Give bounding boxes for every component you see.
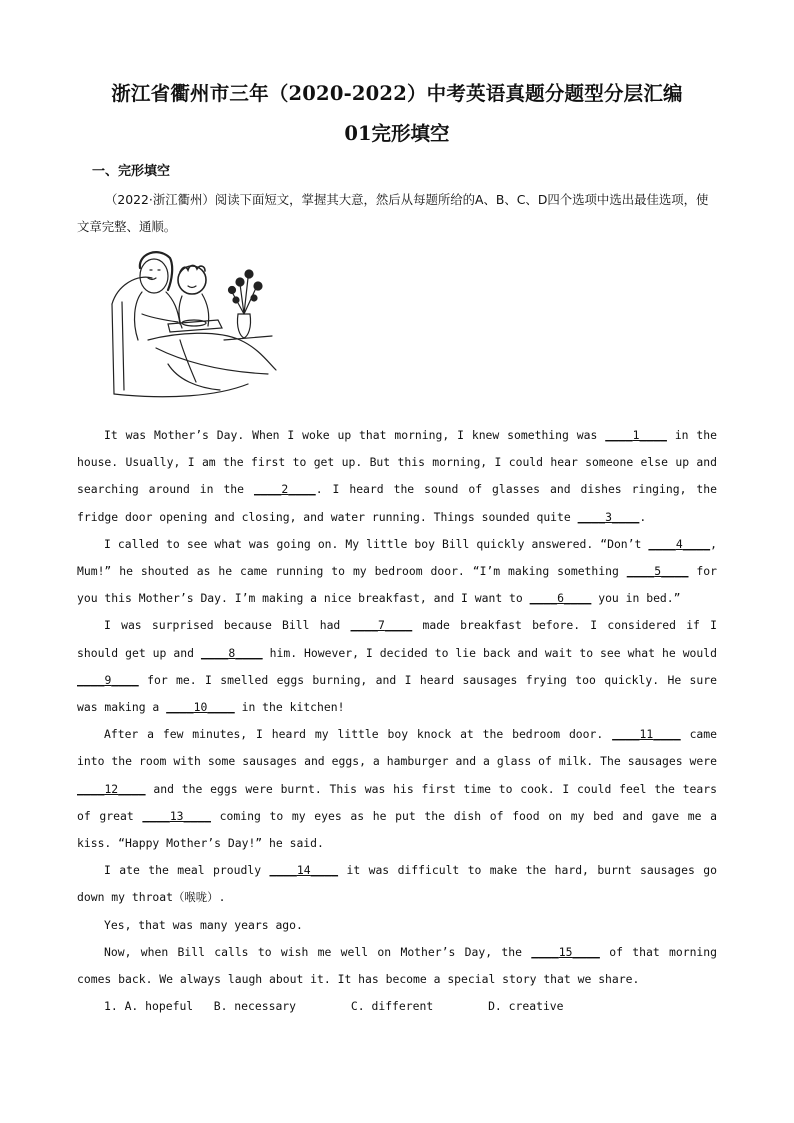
- option-d: D. creative: [488, 999, 564, 1014]
- text: of that morning comes back. We always laugh about it. It has become a special story that we share.: [77, 944, 717, 987]
- text: for me. I smelled eggs burning, and I heard sausages frying too quickly. He sure was making a: [77, 672, 717, 715]
- paragraph: [77, 612, 717, 721]
- text: I called to see what was going on. My little boy Bill quickly answered. “Don’t: [104, 536, 649, 551]
- mother-and-child-illustration: [108, 244, 284, 402]
- blank-5: ____5____: [626, 564, 689, 579]
- document-title: 浙江省衢州市三年（2020-2022）中考英语真题分题型分层汇编: [111, 82, 683, 105]
- option-b: B. necessary: [213, 999, 297, 1014]
- blank-6: ____6____: [529, 591, 592, 606]
- paragraph: [77, 857, 717, 911]
- blank-2: ____2____: [253, 482, 316, 497]
- blank-9: ____9____: [77, 672, 139, 687]
- option-c: C. different: [350, 999, 434, 1014]
- text: . I heard the sound of glasses and dishes ringing, the fridge door opening and closing, and water running. Things sounded quite: [77, 482, 717, 524]
- blank-3: ____3____: [577, 509, 640, 524]
- text: for you this Mother’s Day. I’m making a nice breakfast, and I want to: [77, 564, 717, 606]
- blank-14: ____14____: [269, 863, 339, 878]
- blank-13: ____13____: [142, 808, 211, 823]
- blank-12: ____12____: [77, 781, 146, 796]
- text: and the eggs were burnt. This was his first time to cook. I could feel the tears of great: [77, 781, 717, 823]
- text: I ate the meal proudly: [104, 863, 270, 878]
- blank-15: ____15____: [531, 944, 600, 959]
- blank-11: ____11____: [612, 727, 681, 742]
- question-number: 1.: [104, 999, 118, 1014]
- passage: [77, 422, 717, 1020]
- paragraph: [77, 531, 717, 613]
- text: you in bed.”: [591, 591, 681, 606]
- paragraph: [77, 422, 717, 531]
- text: coming to my eyes as he put the dish of food on my bed and gave me a kiss. “Happy Mother’s Day!” he said.: [77, 808, 717, 851]
- text: , Mum!” he shouted as he came running to my bedroom door. “I’m making something: [77, 536, 717, 579]
- document-subtitle: 01完形填空: [344, 122, 450, 145]
- blank-4: ____4____: [648, 536, 711, 551]
- blank-8: ____8____: [200, 645, 263, 660]
- paragraph: [77, 721, 717, 857]
- instructions: （2022·浙江衢州）阅读下面短文，掌握其大意，然后从每题所给的A、B、C、D四个选项中选出最佳选项，使文章完整、通顺。: [77, 192, 709, 234]
- text: I was surprised because Bill had: [104, 618, 351, 633]
- text: It was Mother’s Day. When I woke up that morning, I knew something was: [104, 428, 606, 442]
- text: Now, when Bill calls to wish me well on Mother’s Day, the: [104, 944, 532, 959]
- section-heading: 一、完形填空: [92, 164, 171, 179]
- text: made breakfast before. I considered if I should get up and: [77, 618, 717, 660]
- text: .: [639, 509, 647, 524]
- text: came into the room with some sausages and eggs, a hamburger and a glass of milk. The sausages were: [77, 727, 717, 769]
- text: After a few minutes, I heard my little boy knock at the bedroom door.: [104, 727, 613, 742]
- paragraph: [77, 939, 717, 993]
- blank-7: ____7____: [350, 618, 413, 633]
- question-1-options: [77, 993, 717, 1020]
- paragraph: Yes, that was many years ago.: [104, 917, 303, 932]
- text: him. However, I decided to lie back and wait to see what he would: [262, 645, 717, 660]
- option-a: A. hopeful: [124, 999, 194, 1014]
- blank-10: ____10____: [166, 700, 235, 715]
- blank-1: ____1____: [605, 428, 667, 442]
- text: it was difficult to make the hard, burnt sausages go down my throat（喉咙）.: [77, 863, 717, 905]
- text: in the house. Usually, I am the first to get up. But this morning, I could hear someone else up and searching around in the: [77, 428, 717, 497]
- text: in the kitchen!: [234, 700, 345, 715]
